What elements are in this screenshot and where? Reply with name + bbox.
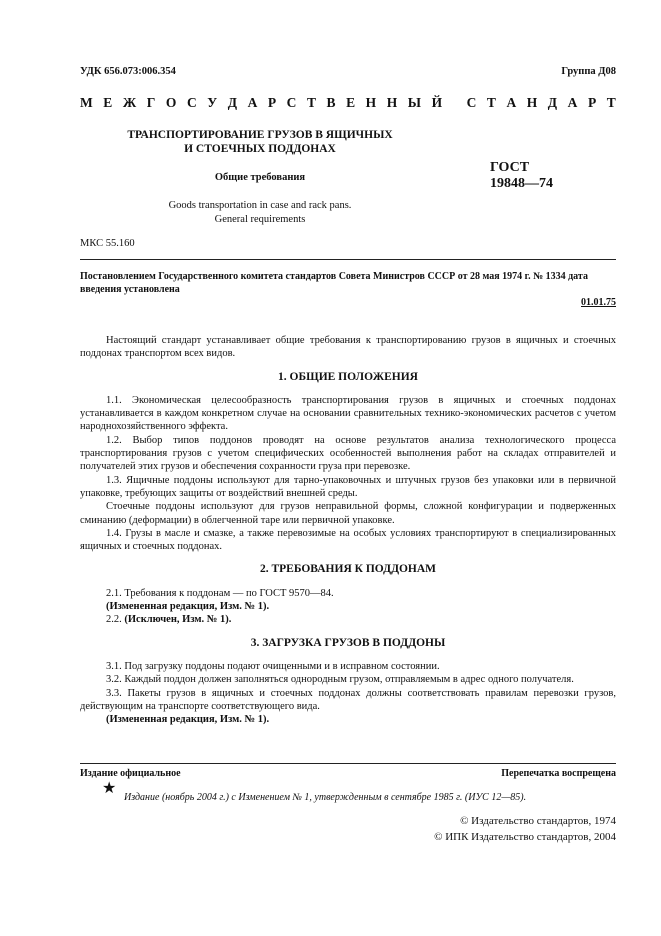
banner-letter: С [286,95,297,110]
interstate-standard-banner [80,95,616,111]
copyright-1974: © Издательство стандартов, 1974 [460,815,616,827]
divider [80,259,616,260]
banner-letter: Д [227,95,238,110]
gost-designation [490,160,553,192]
banner-letter: У [207,95,218,110]
english-title-line-2: General requirements [214,214,306,225]
banner-letter: Н [365,95,377,110]
reprint-prohibited-label: Перепечатка воспрещена [501,768,616,779]
document-title [110,128,410,156]
banner-letter: О [165,95,177,110]
document-subtitle: Общие требования [214,172,306,183]
banner-letter: Г [146,95,156,110]
paragraph-3-3: 3.3. Пакеты грузов в ящичных и стоечных поддонах должны соответствовать правилам перевозки грузов, действующим на транспорте соответствующего вида. [80,687,616,712]
paragraph-1-1: 1.1. Экономическая целесообразность транспортирования грузов в ящичных и стоечных поддонах устанавливается в каждом конкретном случае на основании сравнительных технико-экономических расчетов с учетом народнохозяйственного эффекта. [80,394,616,433]
gost-number: 19848—74 [490,176,553,191]
decree-text: Постановлением Государственного комитета стандартов Совета Министров СССР от 28 мая 1974 г. № 1334 дата введения установлена [80,271,588,295]
document-body [80,334,616,726]
paragraph-1-2: 1.2. Выбор типов поддонов проводят на основе результатов анализа технологического процесса транспортирования грузов с учетом специфических особенностей выполнения работ на складах отправителей и получателей этих грузов и обеспечения сохранности груза при перевозке. [80,434,616,473]
banner-letter: А [506,95,517,110]
banner-letter: М [80,95,93,110]
edition-note: Издание (ноябрь 2004 г.) с Изменением № 1, утвержденным в сентябре 1985 г. (ИУС 12—85). [124,792,527,803]
banner-letter: А [247,95,258,110]
section-2-heading: 2. ТРЕБОВАНИЯ К ПОДДОНАМ [259,563,437,576]
banner-letter: С [186,95,197,110]
banner-letter: Т [306,95,316,110]
section-3-heading: 3. ЗАГРУЗКА ГРУЗОВ В ПОДДОНЫ [250,636,446,649]
banner-letter: А [567,95,578,110]
banner-letter: В [326,95,336,110]
banner-letter: Е [346,95,356,110]
official-edition-label: Издание официальное [80,768,181,779]
banner-letter: Н [386,95,398,110]
banner-letter: Р [587,95,597,110]
banner-letter: Й [431,95,443,110]
amendment-note-3-3: (Измененная редакция, Изм. № 1). [106,714,270,726]
amendment-note-2-2: (Исключен, Изм. № 1). [124,614,232,626]
mks-code: МКС 55.160 [80,238,135,249]
banner-letter: Н [526,95,538,110]
paragraph-1-4: 1.4. Грузы в масле и смазке, а также перевозимые на особых условиях транспортируют в специализированных ящичных и стоечных поддонах. [80,527,616,553]
banner-letter: Т [486,95,496,110]
paragraph-1-3: 1.3. Ящичные поддоны используют для тарно-упаковочных и штучных грузов без упаковки или в первичной упаковке, требующих защиты от воздействий внешней среды. [80,474,616,499]
banner-gap [453,95,456,111]
amendment-note-2-1: (Измененная редакция, Изм. № 1). [106,601,270,613]
title-line-1: ТРАНСПОРТИРОВАНИЕ ГРУЗОВ В ЯЩИЧНЫХ [127,129,393,141]
banner-letter: С [466,95,477,110]
banner-letter: Е [103,95,113,110]
paragraph-2-2 [80,613,616,626]
english-title [110,199,410,227]
group-code: Группа Д08 [561,66,616,77]
paragraph-3-1: 3.1. Под загрузку поддоны подают очищенными и в исправном состоянии. [106,660,440,672]
paragraph-3-2: 3.2. Каждый поддон должен заполняться однородным грузом, отправляемым в адрес одного получателя. [106,674,574,686]
banner-letter: Р [267,95,277,110]
banner-letter: Т [606,95,616,110]
intro-paragraph: Настоящий стандарт устанавливает общие требования к транспортированию грузов в ящичных и стоечных поддонах транспортом всех видов. [80,335,616,360]
paragraph-2-2-number: 2.2. [106,614,122,626]
effective-date: 01.01.75 [581,297,616,308]
english-title-line-1: Goods transportation in case and rack pans. [168,200,352,211]
paragraph-1-3-rack: Стоечные поддоны используют для грузов неправильной формы, сложной конфигурации и подверженных сминанию (деформации) в облегченной таре или первичной упаковке. [80,501,616,526]
banner-letter: Ы [407,95,422,110]
banner-letter: Ж [122,95,137,110]
gost-label: ГОСТ [490,160,530,175]
copyright-2004: © ИПК Издательство стандартов, 2004 [434,831,616,843]
star-icon: ★ [102,780,117,797]
paragraph-2-1: 2.1. Требования к поддонам — по ГОСТ 9570—84. [106,587,334,599]
banner-letter: Д [547,95,558,110]
section-1-heading: 1. ОБЩИЕ ПОЛОЖЕНИЯ [278,370,418,383]
footer-divider [80,763,616,764]
udk-code: УДК 656.073:006.354 [80,66,176,77]
title-line-2: И СТОЕЧНЫХ ПОДДОНАХ [184,143,336,155]
